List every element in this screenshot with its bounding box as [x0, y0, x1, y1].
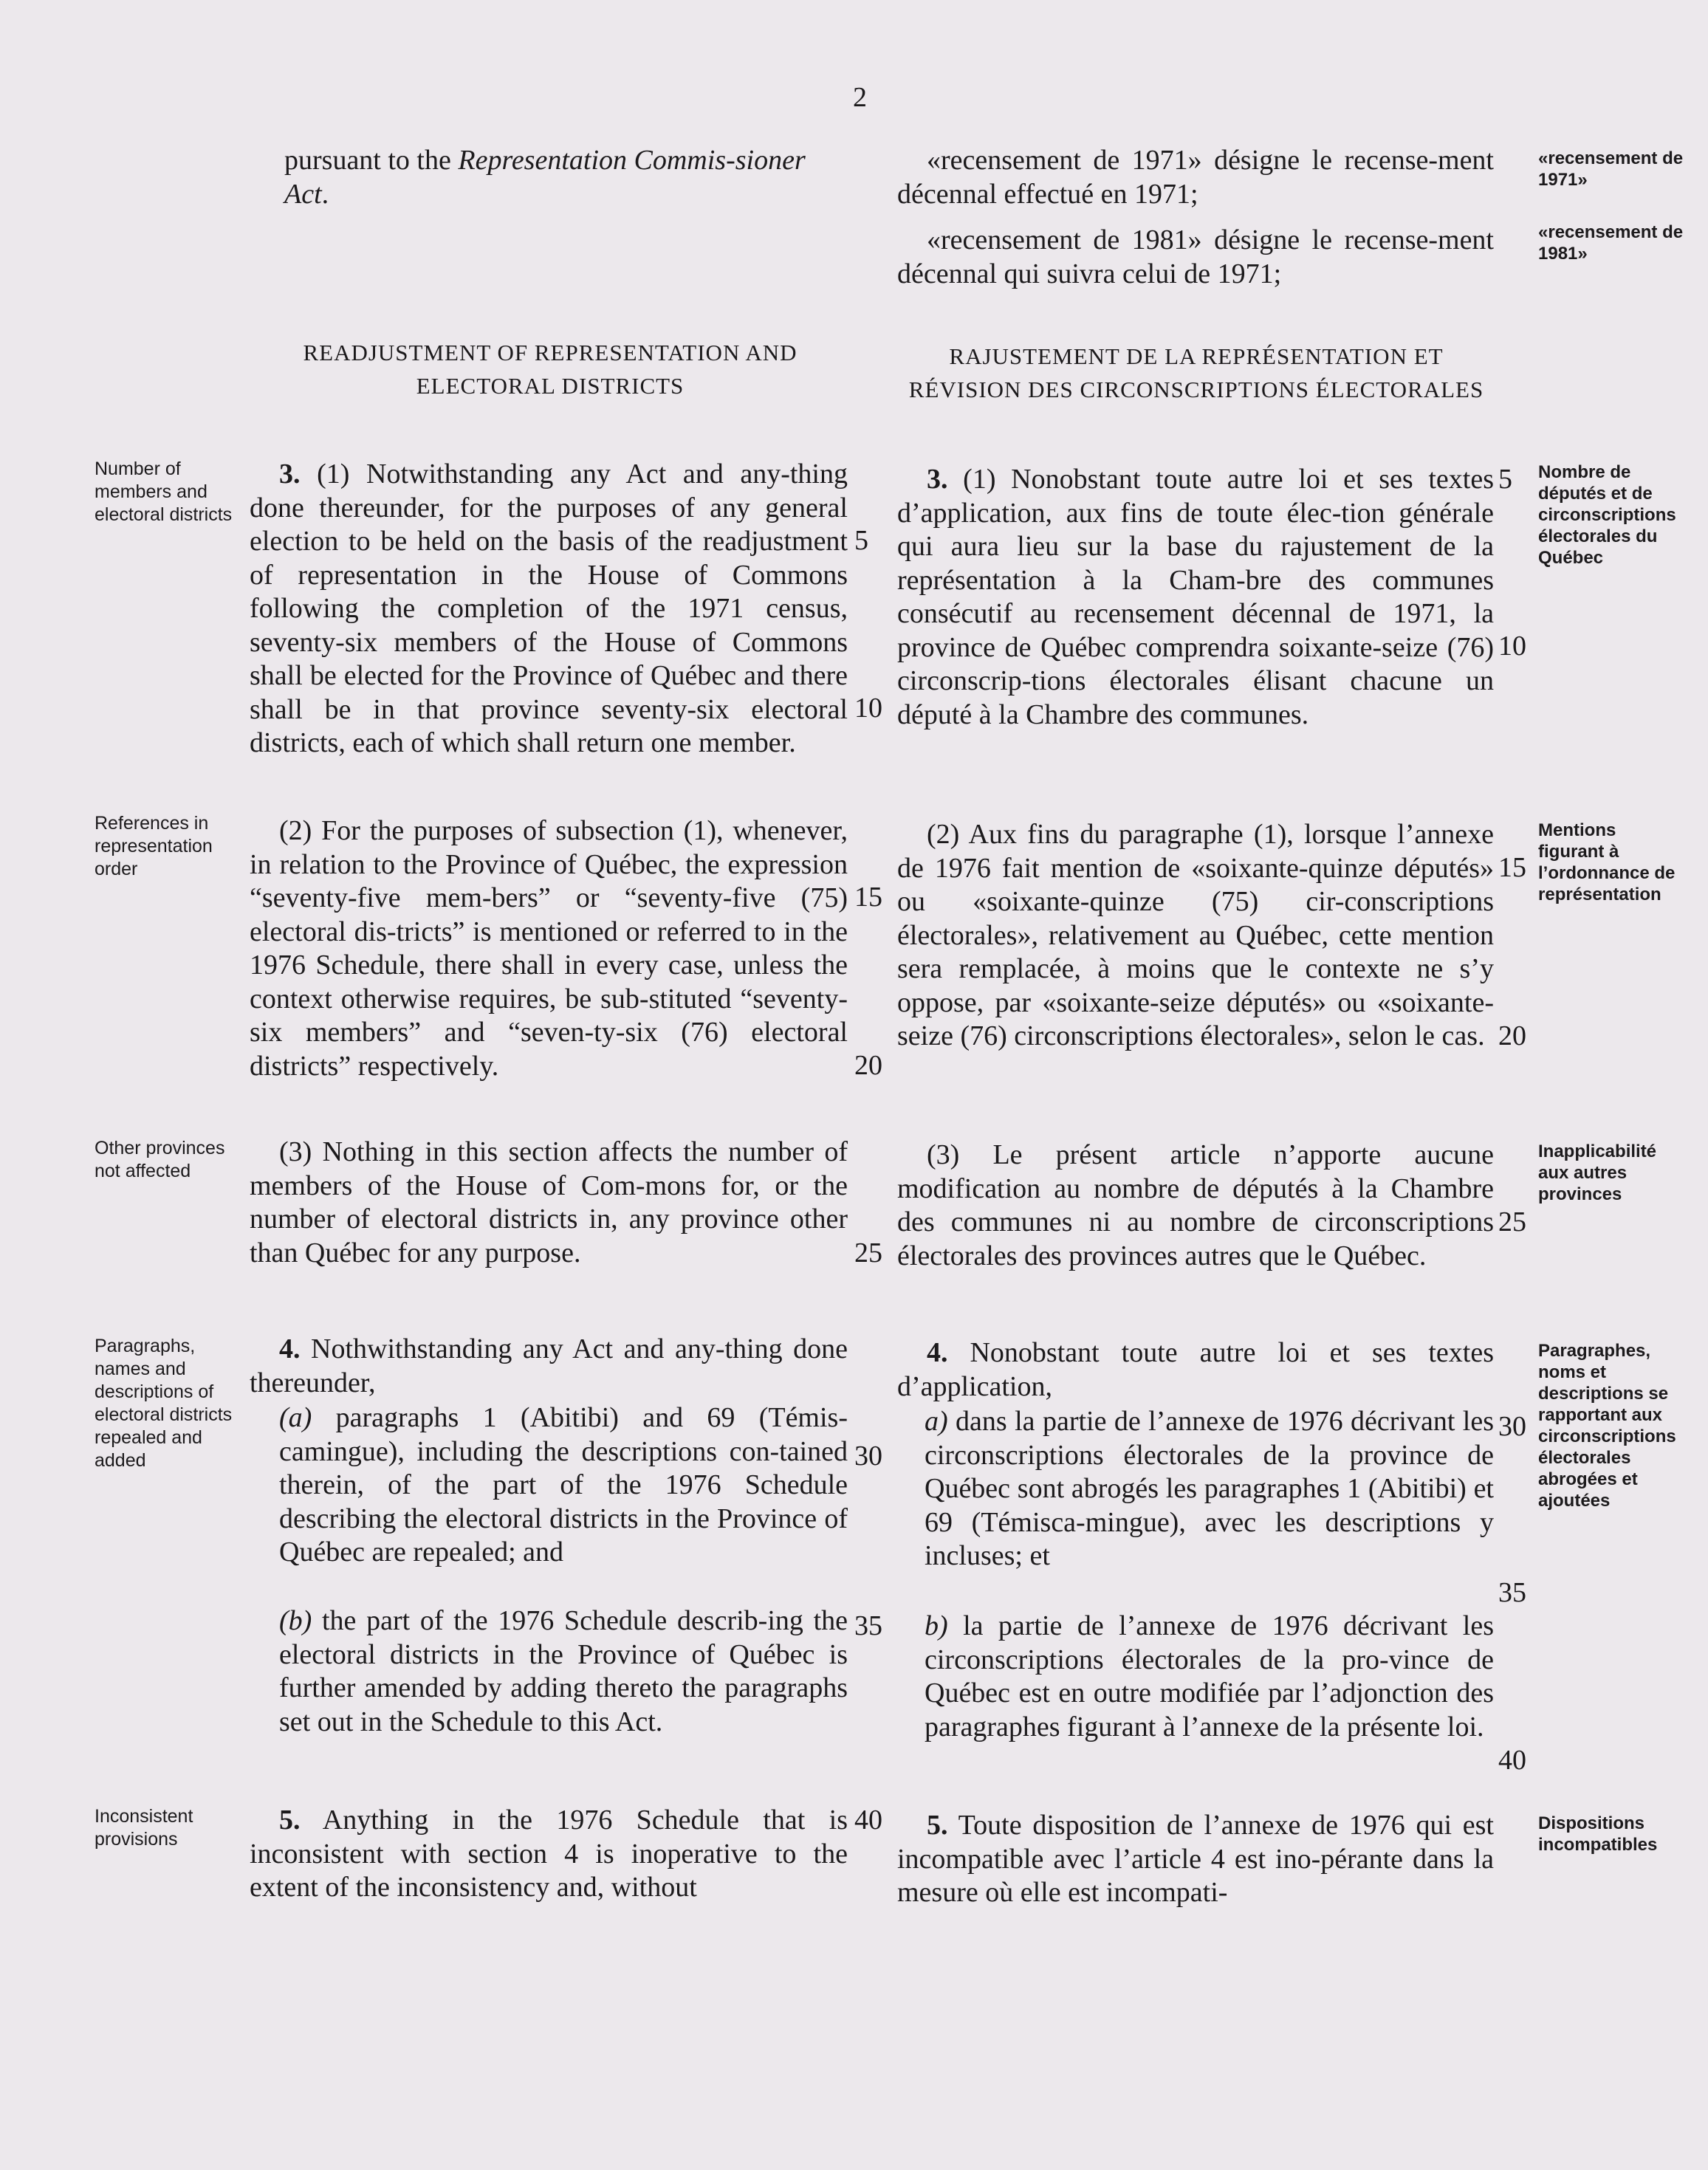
margin-note-en-s3-3: Other provinces not affected — [95, 1138, 225, 1181]
fr-def-1981: «recensement de 1981» désigne le recense-ment décennal qui suivra celui de 1971; — [897, 224, 1494, 289]
heading-fr: RAJUSTEMENT DE LA REPRÉSENTATION ET RÉVISION DES CIRCONSCRIPTIONS ÉLECTORALES — [908, 343, 1484, 402]
fr-def-1971: «recensement de 1971» désigne le recense-ment décennal effectué en 1971; — [897, 145, 1494, 210]
line-number-en: 15 — [854, 882, 882, 913]
line-number-fr: 15 — [1498, 852, 1526, 883]
margin-note-fr-s3-2: Mentions figurant à l’ordonnance de représentation — [1538, 820, 1676, 904]
en-s4-a: (a) paragraphs 1 (Abitibi) and 69 (Témis-camingue), including the descriptions con-tained therein, of the part of the 1976 Schedule describing the electoral districts in the Province of Québec are repealed; and — [279, 1402, 848, 1568]
heading-en: READJUSTMENT OF REPRESENTATION AND ELECTORAL DISTRICTS — [303, 340, 798, 399]
line-number-fr: 10 — [1498, 631, 1526, 662]
line-number-en: 35 — [854, 1610, 882, 1641]
margin-note-fr-s3-1: Nombre de députés et de circonscriptions électorales du Québec — [1538, 462, 1676, 568]
line-number-en: 30 — [854, 1441, 882, 1472]
fr-s3-2: (2) Aux fins du paragraphe (1), lorsque l’annexe de 1976 fait mention de «soixante-quinze députés» ou «soixante-quinze (75) cir-conscriptions électorales», relativement au Québec, cette mention sera remplacée, à moins que le contexte ne s’y oppose, par «soixante-seize députés» ou «soixante-seize (76) circonscriptions électorales», selon le cas. — [897, 819, 1494, 1051]
line-number-fr: 5 — [1498, 464, 1512, 495]
en-s5: 5. Anything in the 1976 Schedule that is inconsistent with section 4 is inoperative to the extent of the inconsistency and, without — [250, 1805, 848, 1903]
fr-s5: 5. Toute disposition de l’annexe de 1976 qui est incompatible avec l’article 4 est ino-pérante dans la mesure où elle est incompati- — [897, 1810, 1494, 1908]
line-number-en: 20 — [854, 1050, 882, 1081]
margin-note-en-s5: Inconsistent provisions — [95, 1806, 193, 1850]
line-number-fr: 30 — [1498, 1411, 1526, 1442]
line-number-fr: 35 — [1498, 1577, 1526, 1608]
margin-note-en-s4: Paragraphs, names and descriptions of electoral districts repealed and added — [95, 1336, 233, 1471]
margin-note-recensement-1971: «recensement de 1971» — [1538, 148, 1684, 190]
top-en-continuation: pursuant to the Representation Commis-sioner Act. — [284, 145, 806, 210]
en-s3-1: 3. (1) Notwithstanding any Act and any-thing done thereunder, for the purposes of any general election to be held on the basis of the readjustment of representation in the House of Commons following the completion of the 1971 census, seventy-six members of the House of Commons shall be elected for the Province of Québec and there shall be in that province seventy-six electoral districts, each of which shall return one member. — [250, 459, 848, 758]
en-s4-b: (b) the part of the 1976 Schedule describ-ing the electoral districts in the Province of Québec is further amended by adding thereto the paragraphs set out in the Schedule to this Act. — [279, 1605, 848, 1737]
fr-s3-1: 3. (1) Nonobstant toute autre loi et ses textes d’application, aux fins de toute élec-tion générale qui aura lieu sur la base du rajustement de la représentation à la Cham-bre des communes consécutif au recensement décennal de 1971, la province de Québec comprendra soixante-seize (76) circonscrip-tions électorales élisant chacune un député à la Chambre des communes. — [897, 464, 1494, 730]
line-number-fr: 25 — [1498, 1206, 1526, 1237]
margin-note-fr-s5: Dispositions incompatibles — [1538, 1813, 1658, 1855]
margin-note-fr-s4: Paragraphes, noms et descriptions se rapportant aux circonscriptions électorales abrogées et ajoutées — [1538, 1341, 1676, 1511]
line-number-en: 40 — [854, 1805, 882, 1836]
fr-s3-3: (3) Le présent article n’apporte aucune modification au nombre de députés à la Chambre des communes ni au nombre de circonscriptions électorales des provinces autres que le Québec. — [897, 1139, 1494, 1271]
margin-note-en-s3-1: Number of members and electoral districts — [95, 459, 233, 525]
fr-s4-intro: 4. Nonobstant toute autre loi et ses textes d’application, — [897, 1337, 1494, 1402]
margin-note-fr-s3-3: Inapplicabilité aux autres provinces — [1538, 1141, 1657, 1204]
en-s3-3: (3) Nothing in this section affects the number of members of the House of Com-mons for, or the number of electoral districts in, any province other than Québec for any purpose. — [250, 1136, 848, 1268]
line-number-en: 5 — [854, 525, 868, 556]
en-s3-2: (2) For the purposes of subsection (1), whenever, in relation to the Province of Québec, the expression “seventy-five mem-bers” or “seventy-five (75) electoral dis-tricts” is mentioned or referred to in the 1976 Schedule, there shall in every case, unless the context otherwise requires, be sub-stituted “seventy-six members” and “seven-ty-six (76) electoral districts” respectively. — [250, 815, 848, 1082]
margin-note-en-s3-2: References in representation order — [95, 813, 213, 879]
line-number-fr: 40 — [1498, 1745, 1526, 1776]
en-s4-intro: 4. Nothwithstanding any Act and any-thing done thereunder, — [250, 1333, 848, 1398]
page-number: 2 — [853, 82, 867, 113]
line-number-fr: 20 — [1498, 1020, 1526, 1051]
margin-note-recensement-1981: «recensement de 1981» — [1538, 222, 1684, 264]
fr-s4-a: a) dans la partie de l’annexe de 1976 décrivant les circonscriptions électorales de la province de Québec sont abrogés les paragraphes 1 (Abitibi) et 69 (Témisca-mingue), avec les descriptions y incluses; et — [925, 1406, 1494, 1571]
line-number-en: 25 — [854, 1237, 882, 1268]
fr-s4-b: b) la partie de l’annexe de 1976 décrivant les circonscriptions électorales de la pro-vince de Québec est en outre modifiée par l’adjonction des paragraphes figurant à l’annexe de la présente loi. — [925, 1610, 1494, 1742]
line-number-en: 10 — [854, 693, 882, 724]
